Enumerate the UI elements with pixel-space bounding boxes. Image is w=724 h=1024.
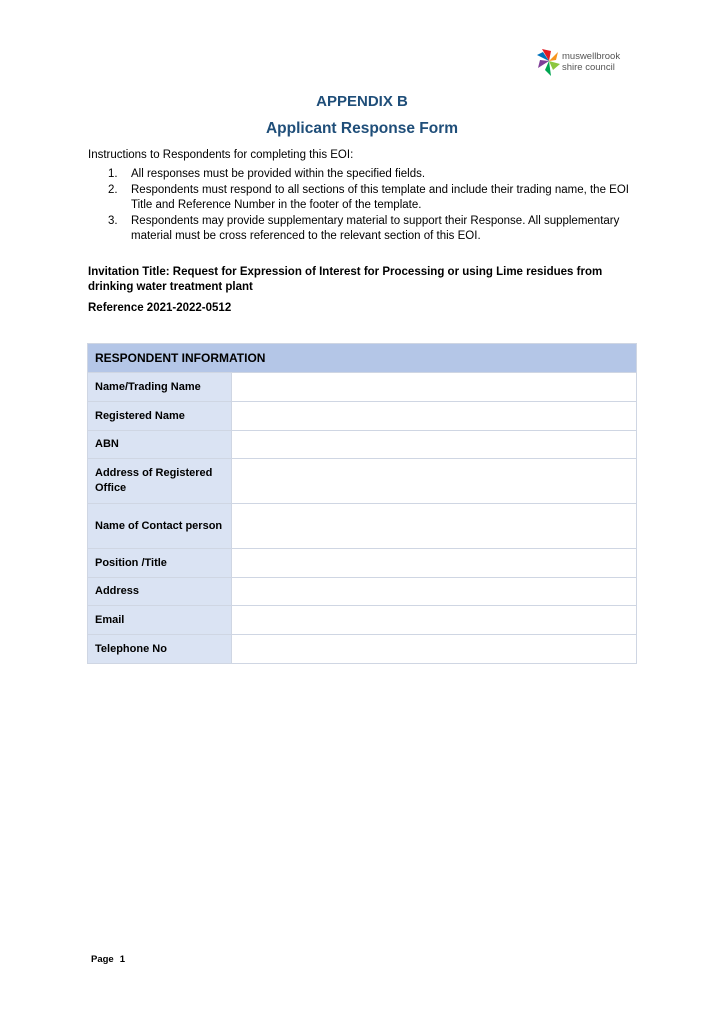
field-label: Name/Trading Name (88, 373, 232, 402)
instruction-item (108, 167, 638, 183)
council-logo-icon (536, 46, 562, 80)
field-label: Address (88, 578, 232, 606)
abn-field[interactable] (232, 431, 637, 459)
table-row (88, 431, 637, 459)
field-label: Telephone No (88, 635, 232, 664)
logo-line-2: shire council (562, 62, 615, 73)
table-row (88, 578, 637, 606)
field-label: Registered Name (88, 402, 232, 431)
respondent-information-table (87, 343, 637, 664)
instructions-intro: Instructions to Respondents for completing this EOI: (88, 149, 354, 161)
position-title-field[interactable] (232, 549, 637, 578)
telephone-field[interactable] (232, 635, 637, 664)
instruction-text: Respondents must respond to all sections of this template and include their trading name, the EOI Title and Reference Number in the footer of the template. (131, 183, 629, 211)
table-row (88, 402, 637, 431)
instruction-number: 1. (108, 168, 118, 180)
field-label: Position /Title (88, 549, 232, 578)
reference-number: Reference 2021-2022-0512 (88, 302, 232, 314)
email-field[interactable] (232, 606, 637, 635)
council-logo (536, 46, 646, 80)
field-label: ABN (88, 431, 232, 459)
page-number: 1 (119, 954, 126, 965)
instruction-text: All responses must be provided within the specified fields. (131, 168, 426, 180)
address-field[interactable] (232, 578, 637, 606)
name-trading-name-field[interactable] (232, 373, 637, 402)
document-subtitle: Applicant Response Form (265, 120, 459, 137)
contact-person-field[interactable] (232, 504, 637, 549)
field-label: Email (88, 606, 232, 635)
table-row (88, 504, 637, 549)
registered-name-field[interactable] (232, 402, 637, 431)
instruction-item (108, 214, 638, 245)
instruction-number: 2. (108, 183, 118, 196)
page-label: Page (91, 954, 114, 965)
table-row (88, 459, 637, 504)
table-row (88, 549, 637, 578)
instruction-text: Respondents may provide supplementary material to support their Response. All supplementary material must be cross referenced to the relevant section of this EOI. (131, 214, 620, 242)
table-heading: RESPONDENT INFORMATION (88, 344, 637, 373)
document-title: APPENDIX B (316, 93, 408, 110)
instructions-list (108, 167, 638, 245)
registered-office-address-field[interactable] (232, 459, 637, 504)
table-row (88, 373, 637, 402)
instruction-item (108, 183, 638, 214)
field-label: Name of Contact person (88, 504, 232, 549)
instruction-number: 3. (108, 214, 118, 227)
table-row (88, 606, 637, 635)
table-row (88, 635, 637, 664)
invitation-title: Invitation Title: Request for Expression of Interest for Processing or using Lime residues from drinking water treatment plant (88, 266, 603, 293)
field-label: Address of Registered Office (88, 459, 232, 504)
page-footer (91, 954, 131, 965)
logo-line-1: muswellbrook (562, 51, 621, 62)
